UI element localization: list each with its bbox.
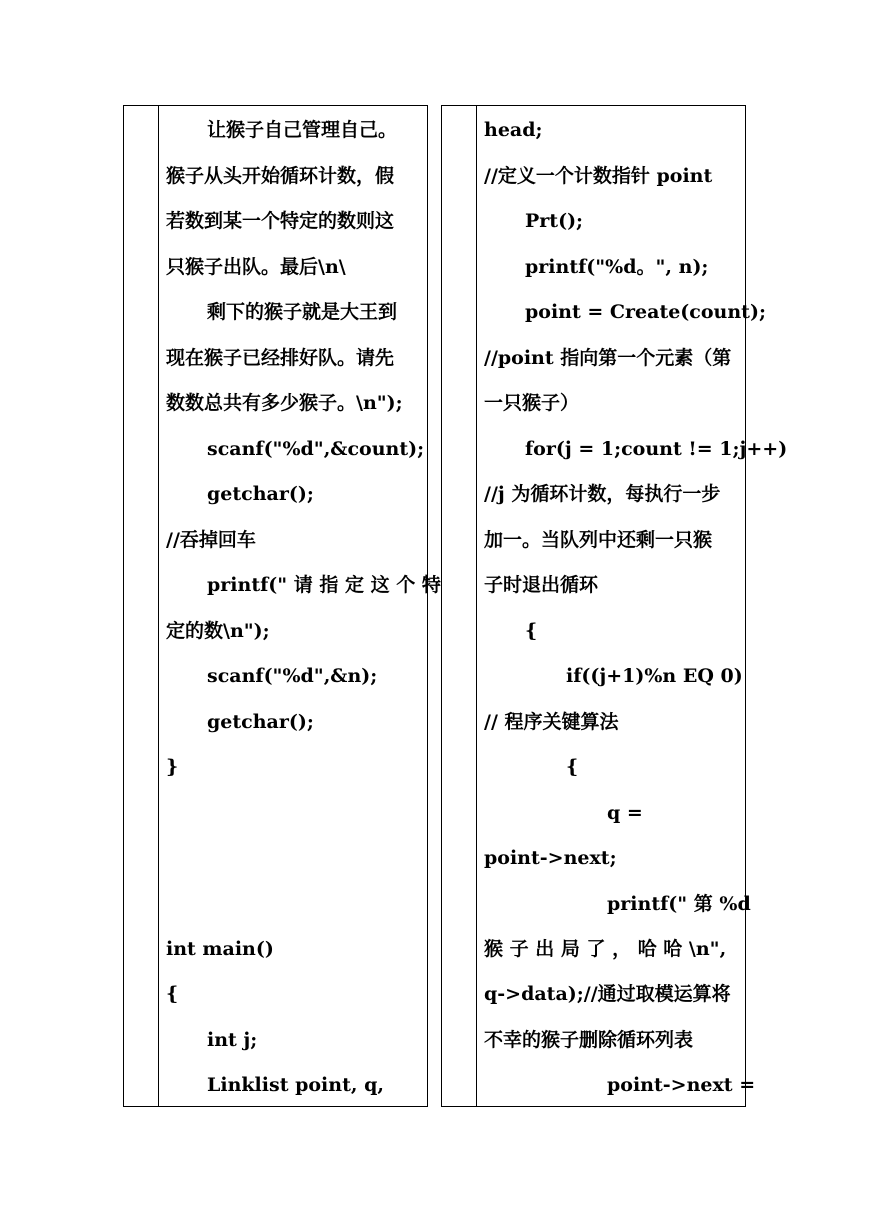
code-line: head; [484, 119, 543, 141]
code-line: 只猴子出队。最后\n\ [166, 256, 346, 278]
code-line: { [525, 620, 538, 642]
code-line: } [166, 756, 179, 778]
code-line: Prt(); [525, 210, 584, 232]
code-line: scanf("%d",&n); [207, 665, 378, 687]
code-comment: //吞掉回车 [166, 529, 256, 551]
left-table [123, 105, 441, 1107]
code-line: for(j = 1;count != 1;j++) [525, 438, 788, 460]
code-comment: //定义一个计数指针 point [484, 165, 713, 187]
code-line: getchar(); [207, 711, 314, 733]
code-comment: //point 指向第一个元素（第 [484, 347, 732, 369]
code-line: { [166, 983, 179, 1005]
code-line: 猴 子 出 局 了 ， 哈 哈 \n", [484, 938, 727, 960]
code-line: 让猴子自己管理自己。 [207, 119, 398, 141]
code-comment: // 程序关键算法 [484, 711, 619, 733]
code-comment: //j 为循环计数，每执行一步 [484, 483, 721, 505]
code-line: q->data);//通过取模运算将 [484, 983, 731, 1005]
code-line: point = Create(count); [525, 301, 766, 323]
code-line: point->next; [484, 847, 617, 869]
code-line: if((j+1)%n EQ 0) [566, 665, 743, 687]
right-code-cell [476, 106, 788, 1106]
code-line: printf("%d。", n); [525, 256, 709, 278]
code-line: 若数到某一个特定的数则这 [166, 210, 395, 232]
code-line: 猴子从头开始循环计数，假 [166, 165, 395, 187]
code-line: scanf("%d",&count); [207, 438, 425, 460]
left-code-cell [158, 106, 441, 1106]
code-line: printf(" 第 %d [607, 893, 751, 915]
code-line: getchar(); [207, 483, 314, 505]
code-line: point->next = [607, 1074, 756, 1096]
right-table [441, 105, 788, 1107]
code-line: { [566, 756, 579, 778]
code-line: printf(" 请 指 定 这 个 特 [207, 574, 441, 596]
code-comment: 加一。当队列中还剩一只猴 [484, 529, 713, 551]
code-line: Linklist point, q, [207, 1074, 384, 1096]
code-line: 现在猴子已经排好队。请先 [166, 347, 395, 369]
code-comment: 不幸的猴子删除循环列表 [484, 1029, 694, 1051]
code-line: int main() [166, 938, 274, 960]
code-comment: 一只猴子） [484, 392, 580, 414]
code-line: int j; [207, 1029, 258, 1051]
left-narrow-column [124, 106, 159, 1106]
code-comment: 子时退出循环 [484, 574, 599, 596]
code-line: 定的数\n"); [166, 620, 270, 642]
code-line: q = [607, 802, 643, 824]
code-line: 剩下的猴子就是大王到 [207, 301, 398, 323]
right-narrow-column [442, 106, 477, 1106]
code-line: 数数总共有多少猴子。\n"); [166, 392, 403, 414]
